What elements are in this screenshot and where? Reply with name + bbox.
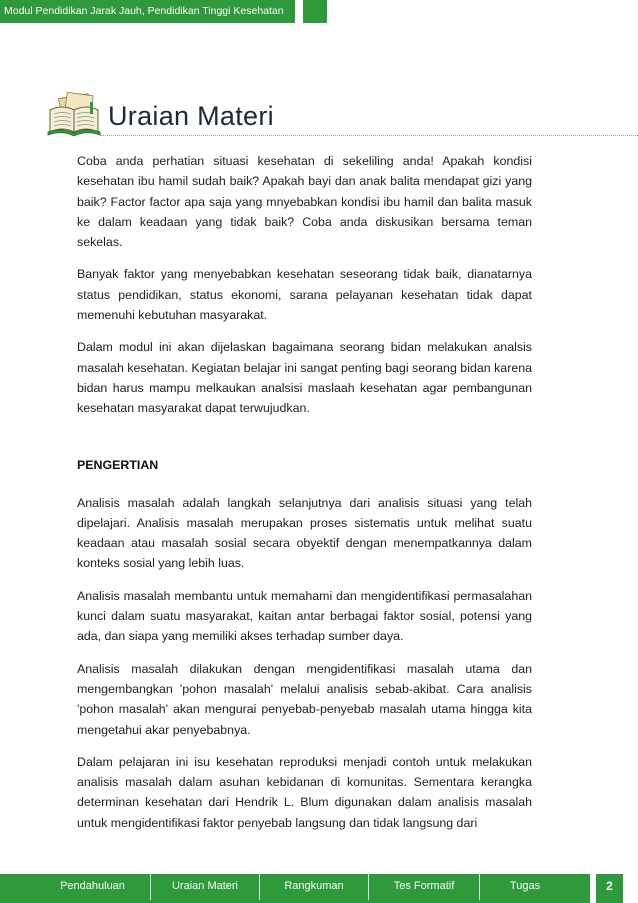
- open-book-icon: [46, 92, 102, 136]
- nav-tugas[interactable]: Tugas: [509, 880, 541, 892]
- footer-nav: [0, 874, 638, 903]
- nav-tes-formatif[interactable]: Tes Formatif: [393, 880, 455, 892]
- nav-uraian-materi[interactable]: Uraian Materi: [171, 880, 239, 892]
- module-header: [0, 0, 295, 23]
- pengertian-paragraph: Analisis masalah adalah langkah selanjutnya dari analisis situasi yang telah dipelajari. Analisis masalah merupakan proses sistematis untuk melihat suatu keadaan atau masalah sosial secara obyektif dengan menempatkannya dalam konteks sosial yang lebih luas.: [77, 495, 532, 571]
- header-accent-block: [303, 0, 327, 23]
- section-title: Uraian Materi: [108, 101, 274, 131]
- nav-rangkuman[interactable]: Rangkuman: [284, 880, 344, 892]
- nav-pendahuluan[interactable]: Pendahuluan: [60, 880, 125, 892]
- title-divider: [100, 135, 638, 136]
- intro-paragraph: Dalam modul ini akan dijelaskan bagaimana seorang bidan melakukan analsis masalah kesehatan. Kegiatan belajar ini sangat penting bagi seorang bidan karena bidan harus mampu melkaukan analsisi maslaah kesehatan agar pembangunan kesehatan masyarakat dapat terwujudkan.: [77, 340, 532, 416]
- module-title: Modul Pendidikan Jarak Jauh, Pendidikan Tinggi Kesehatan: [4, 5, 284, 17]
- page-number: 2: [596, 874, 623, 903]
- content-body: [77, 151, 532, 845]
- intro-paragraph: Banyak faktor yang menyebabkan kesehatan seseorang tidak baik, dianatarnya status pendidikan, status ekonomi, sarana pelayanan kesehatan tidak dapat memenuhi kebutuhan masyarakat.: [77, 267, 532, 323]
- pengertian-heading: PENGERTIAN: [77, 457, 159, 472]
- intro-paragraph: Coba anda perhatian situasi kesehatan di sekeliling anda! Apakah kondisi kesehatan ibu hamil sudah baik? Apakah bayi dan anak balita mendapat gizi yang baik? Factor factor apa saja yang mnyebabkan kondisi ibu hamil dan balita masuk ke dalam keadaan yang tidak baik? Coba anda diskusikan bersama teman sekelas.: [77, 154, 532, 250]
- pengertian-paragraph: Dalam pelajaran ini isu kesehatan reproduksi menjadi contoh untuk melakukan analisis masalah dalam asuhan kebidanan di komunitas. Sementara kerangka determinan kesehatan dari Hendrik L. Blum digunakan dalam analisis masalah untuk mengidentifikasi faktor penyebab langsung dan tidak langsung dari: [77, 754, 532, 830]
- pengertian-paragraph: Analisis masalah dilakukan dengan mengidentifikasi masalah utama dan mengembangkan 'pohon masalah' melalui analisis sebab-akibat. Cara analisis 'pohon masalah' akan mengurai penyebab-penyebab masalah utama hingga kita mengetahui akar penyebabnya.: [77, 661, 532, 737]
- pengertian-paragraph: Analisis masalah membantu untuk memahami dan mengidentifikasi permasalahan kunci dalam suatu masyarakat, kaitan antar berbagai faktor sosial, potensi yang ada, dan siapa yang memiliki akses terhadap sumber daya.: [77, 588, 532, 644]
